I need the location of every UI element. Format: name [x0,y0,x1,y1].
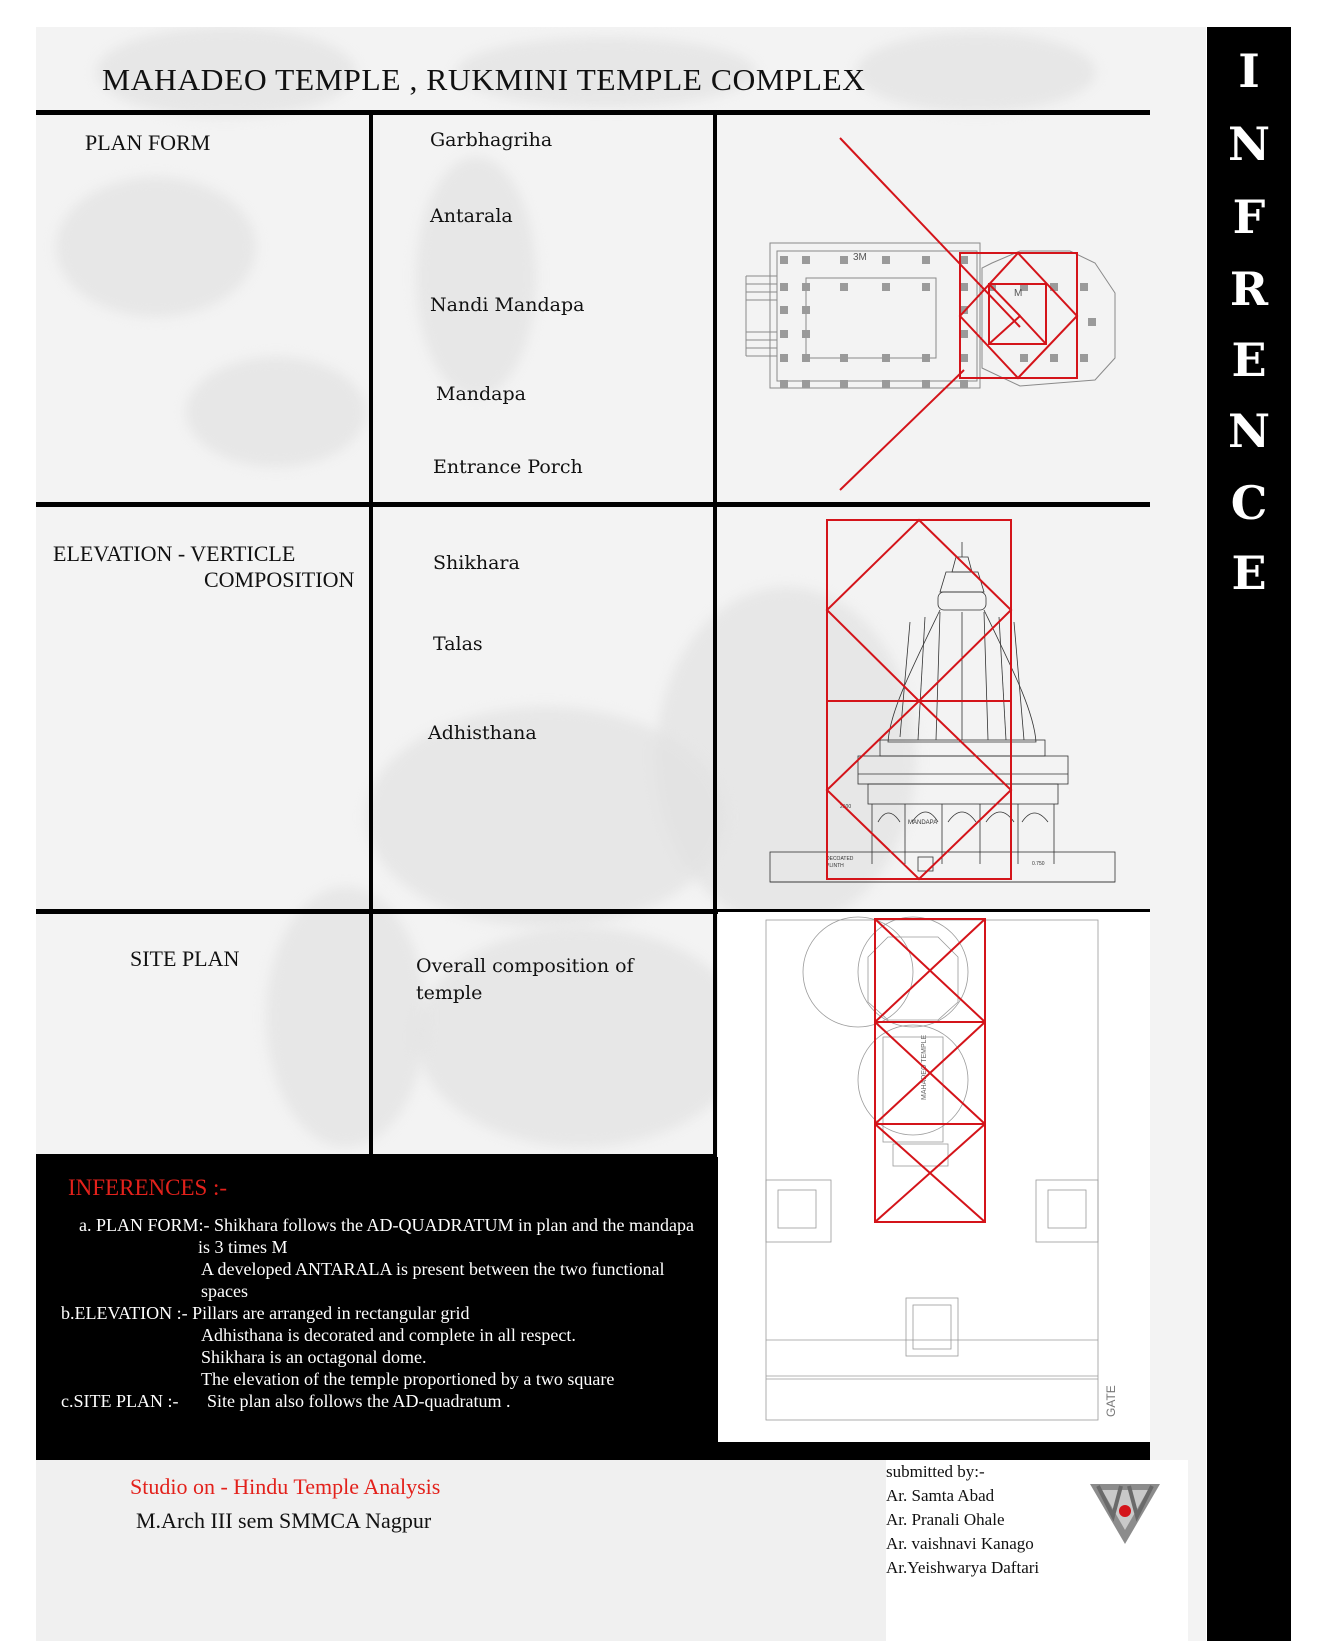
list-item: Mandapa [436,383,526,405]
plan-label-3m: 3M [853,252,867,263]
inference-line: Site plan also follows the AD-quadratum . [207,1391,511,1411]
list-item: Overall composition of [416,955,634,977]
list-item: Antarala [430,205,513,227]
inference-side-banner [1207,27,1291,1641]
row-label-elevation-line2: COMPOSITION [204,567,355,592]
footer-band-top [36,1442,718,1460]
list-item: Shikhara [433,552,520,574]
banner-letter: C [1230,476,1268,530]
site-plan-drawing [718,912,1150,1442]
member-name: Ar.Yeishwarya Daftari [886,1558,1040,1577]
member-name: Ar. Pranali Ohale [886,1510,1005,1529]
member-name: Ar. vaishnavi Kanago [886,1534,1034,1553]
grid-line-col1 [369,110,373,1213]
banner-letter: E [1231,546,1267,600]
inference-line: c.SITE PLAN :- [61,1391,179,1411]
banner-letter: F [1232,190,1266,244]
banner-letter: I [1238,44,1260,98]
list-item: Adhisthana [428,722,537,744]
row-label-site-plan: SITE PLAN [130,946,240,971]
member-name: Ar. Samta Abad [886,1486,995,1505]
page-title: MAHADEO TEMPLE , RUKMINI TEMPLE COMPLEX [102,62,866,97]
elevation-label-2100: 2100 [840,804,852,810]
banner-letter: N [1227,117,1271,171]
submitted-by-label: submitted by:- [886,1462,985,1481]
row-label-plan-form: PLAN FORM [85,130,211,155]
grid-line-top [36,110,1150,115]
elevation-label-decoated: DECOATED [826,856,854,862]
elevation-label-0750: 0.750 [1032,861,1045,867]
inference-line: spaces [201,1281,248,1301]
studio-title: Studio on - Hindu Temple Analysis [130,1474,441,1499]
elevation-drawing [760,512,1145,900]
list-item: temple [416,982,483,1004]
plan-form-drawing [720,118,1146,500]
banner-letter: N [1227,404,1271,458]
inference-line: Shikhara is an octagonal dome. [201,1347,427,1367]
course-info: M.Arch III sem SMMCA Nagpur [136,1508,432,1533]
site-label-temple: MAHADEO TEMPLE [921,1034,928,1100]
inference-line: is 3 times M [198,1237,288,1257]
institute-logo-icon [1088,1480,1162,1546]
row-label-elevation: ELEVATION - VERTICLE [53,541,296,566]
site-label-gate: GATE [1104,1385,1118,1417]
inference-line: b.ELEVATION :- Pillars are arranged in rectangular grid [61,1303,470,1323]
list-item: Garbhagriha [430,129,553,151]
inference-line: Adhisthana is decorated and complete in all respect. [201,1325,576,1345]
plan-label-m: M [1014,288,1023,299]
inferences-heading: INFERENCES :- [68,1175,228,1200]
list-item: Entrance Porch [433,456,583,478]
banner-letter: E [1231,333,1267,387]
inference-line: A developed ANTARALA is present between the two functional [201,1259,665,1279]
elevation-label-plinth: PLINTH [826,863,844,869]
list-item: Talas [433,633,483,655]
banner-letter: R [1229,262,1269,316]
grid-line-col2 [713,110,717,1213]
list-item: Nandi Mandapa [430,294,585,316]
inference-line: a. PLAN FORM:- Shikhara follows the AD-QUADRATUM in plan and the mandapa [79,1215,694,1235]
grid-line-row2 [36,502,1150,507]
elevation-label-mandapa: MANDAPA [908,820,938,826]
inference-line: The elevation of the temple proportioned by a two square [201,1369,615,1389]
bottom-black-band [718,1442,1150,1460]
